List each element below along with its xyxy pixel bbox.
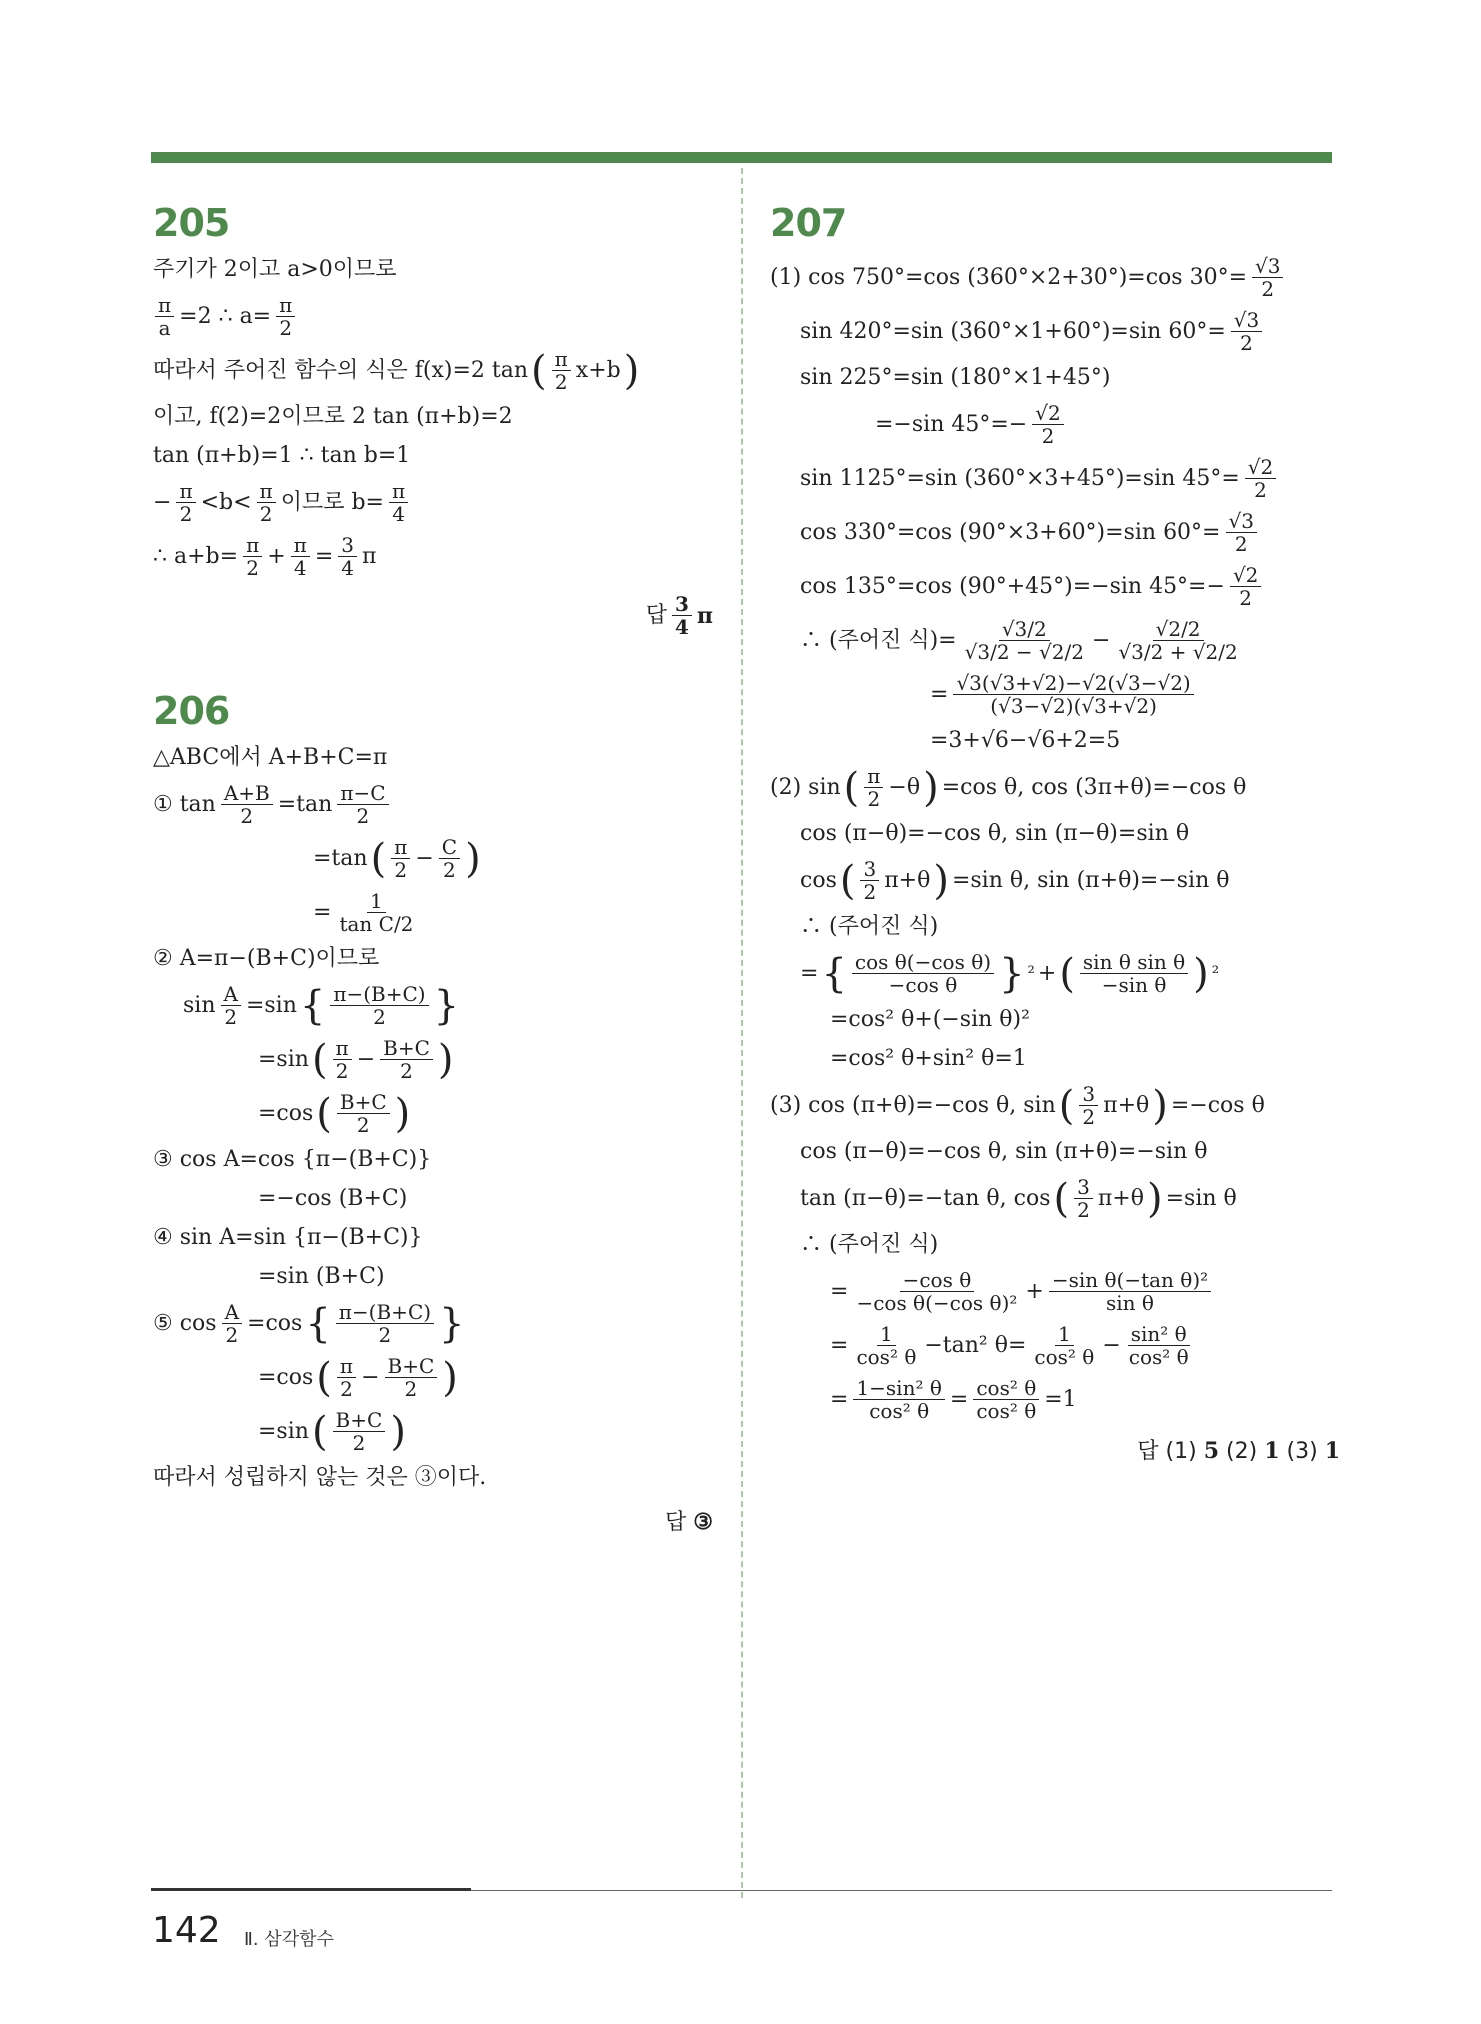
fraction: $\frac{\pi}{2}$ (391, 836, 410, 881)
solution-line: sin 420°=sin (360°×1+60°)=sin 60°= $\frac{√3}{2}$ (770, 309, 1340, 354)
solution-line: =−sin 45°=− $\frac{√2}{2}$ (770, 402, 1340, 447)
fraction: $\frac{\pi}{2}$ (337, 1355, 356, 1400)
solution-line: ① tan $\frac{A+B}{2}$ =tan $\frac{\pi-C}{2}$ (153, 782, 713, 827)
solution-line: = { $\frac{\text{cos θ(−cos θ)}}{\text{−cos θ}}$ } ² + ( $\frac{\text{sin θ sin θ}}{\text{−sin θ}}$ ) ² (800, 950, 1220, 997)
page-number: 142 (152, 1910, 221, 1951)
fraction: $\frac{\pi-(B+C)}{2}$ (330, 983, 428, 1028)
solution-line: =cos ( $\frac{\pi}{2}$ − $\frac{B+C}{2}$ ) (258, 1354, 458, 1401)
fraction: $\frac{√3}{2}$ (1226, 510, 1257, 555)
solution-line: 주기가 2이고 a>0이므로 (153, 257, 397, 282)
solution-line: =sin ( $\frac{B+C}{2}$ ) (258, 1408, 406, 1455)
answer: 답 (1) 5 (2) 1 (3) 1 (1137, 1438, 1340, 1464)
solution-line: tan (π+b)=1 ∴ tan b=1 (153, 443, 411, 468)
answer-value: ③ (693, 1509, 713, 1535)
fraction: $\frac{\pi}{2}$ (552, 348, 571, 393)
fraction: $\frac{√2/2}{√3/2 + √2/2}$ (1118, 617, 1238, 664)
solution-line: =cos² θ+(−sin θ)² (830, 1007, 1030, 1032)
fraction: $\frac{√3/2}{√3/2 - √2/2}$ (964, 617, 1084, 664)
solution-line: sin $\frac{A}{2}$ =sin { $\frac{\pi-(B+C)}{2}$ } (183, 982, 460, 1029)
fraction: $\frac{√3(√3+√2)-√2(√3-√2)}{(√3-√2)(√3+√2)}$ (953, 672, 1193, 717)
fraction: $\frac{B+C}{2}$ (333, 1409, 386, 1454)
solution-line: =−cos (B+C) (258, 1186, 408, 1211)
fraction: $\frac{1}{\text{cos² θ}}$ (1034, 1322, 1095, 1369)
fraction: $\frac{\pi}{2}$ (333, 1037, 352, 1082)
answer-value: 1 (1264, 1438, 1280, 1464)
answer-value: 5 (1203, 1438, 1220, 1464)
solution-line: = $\frac{1}{\text{tan C/2}}$ (153, 890, 713, 935)
right-column (770, 200, 1340, 1467)
solution-line: ∴ (주어진 식) (800, 914, 939, 939)
fraction: $\frac{C}{2}$ (439, 836, 460, 881)
fraction: $\frac{\pi}{2}$ (176, 480, 195, 525)
fraction: $\frac{√3}{2}$ (1231, 309, 1262, 354)
fraction: $\frac{\pi-C}{2}$ (337, 782, 388, 827)
solution-line: $\frac{\pi}{a}$ =2 ∴ a= $\frac{\pi}{2}$ (153, 294, 713, 339)
answer-value: $\frac{3}{4}$ (672, 593, 692, 638)
fraction: $\frac{1}{\text{tan C/2}}$ (339, 889, 414, 936)
fraction: $\frac{A}{2}$ (221, 983, 241, 1028)
solution-line: cos 330°=cos (90°×3+60°)=sin 60°= $\frac{√3}{2}$ (770, 510, 1340, 555)
fraction: $\frac{\pi}{4}$ (291, 534, 310, 579)
fraction: $\frac{√2}{2}$ (1230, 564, 1261, 609)
chapter-title: Ⅱ. 삼각함수 (244, 1929, 334, 1950)
solution-line: ⑤ cos $\frac{A}{2}$ =cos { $\frac{\pi-(B+C)}{2}$ } (153, 1300, 465, 1347)
left-column (153, 200, 713, 1538)
solution-line: tan (π−θ)=−tan θ, cos ( $\frac{3}{2}$ π+θ ) =sin θ (800, 1175, 1237, 1222)
fraction: $\frac{3}{2}$ (860, 858, 879, 903)
solution-line: =cos ( $\frac{B+C}{2}$ ) (258, 1090, 411, 1137)
answer: 답 $\frac{3}{4}$ π (645, 592, 713, 639)
fraction: $\frac{\text{sin θ sin θ}}{\text{−sin θ}}$ (1080, 951, 1188, 996)
fraction: $\frac{\text{1−sin² θ}}{\text{cos² θ}}$ (853, 1377, 944, 1422)
answer: 답 ③ (665, 1509, 713, 1535)
solution-line: △ABC에서 A+B+C=π (153, 745, 388, 770)
problem-number: 205 (153, 201, 230, 245)
fraction: $\frac{\text{cos θ(−cos θ)}}{\text{−cos θ}}$ (852, 951, 994, 996)
problem-number: 206 (153, 689, 230, 733)
solution-line: (1) cos 750°=cos (360°×2+30°)=cos 30°= $\frac{√3}{2}$ (770, 255, 1340, 300)
header-rule (151, 152, 1332, 163)
fraction: $\frac{\pi-(B+C)}{2}$ (336, 1301, 434, 1346)
solution-line: ④ sin A=sin {π−(B+C)} (153, 1225, 423, 1250)
solution-line: − $\frac{\pi}{2}$ <b< $\frac{\pi}{2}$ 이므로 b= $\frac{\pi}{4}$ (153, 480, 713, 525)
solution-line: = $\frac{√3(√3+√2)-√2(√3-√2)}{(√3-√2)(√3+√2)}$ (770, 672, 1340, 717)
answer-value: 1 (1324, 1438, 1340, 1464)
fraction: $\frac{\pi}{2}$ (257, 480, 276, 525)
fraction: $\frac{√3}{2}$ (1252, 255, 1283, 300)
fraction: $\frac{B+C}{2}$ (337, 1091, 390, 1136)
solution-line: = $\frac{\text{−cos θ}}{\text{−cos θ(−cos θ)²}}$ + $\frac{\text{−sin θ(−tan θ)²}}{\text{sin θ}}$ (770, 1269, 1340, 1314)
fraction: $\frac{\pi}{2}$ (864, 765, 883, 810)
solution-line: =cos² θ+sin² θ=1 (830, 1046, 1027, 1071)
problem-206 (153, 688, 713, 1538)
fraction: $\frac{\pi}{2}$ (276, 294, 295, 339)
fraction: $\frac{\text{−cos θ}}{\text{−cos θ(−cos θ)²}}$ (856, 1268, 1018, 1315)
solution-line: (3) cos (π+θ)=−cos θ, sin ( $\frac{3}{2}$ π+θ ) =−cos θ (770, 1082, 1265, 1129)
solution-line: sin 1125°=sin (360°×3+45°)=sin 45°= $\frac{√2}{2}$ (770, 456, 1340, 501)
fraction: $\frac{3}{2}$ (1074, 1176, 1093, 1221)
solution-line: =3+√6−√6+2=5 (930, 728, 1121, 753)
fraction: $\frac{\text{cos² θ}}{\text{cos² θ}}$ (973, 1377, 1039, 1422)
fraction: $\frac{\pi}{a}$ (155, 294, 174, 339)
fraction: $\frac{\pi}{4}$ (389, 480, 408, 525)
problem-207 (770, 200, 1340, 1467)
fraction: $\frac{3}{2}$ (1079, 1083, 1098, 1128)
solution-line: ∴ a+b= $\frac{\pi}{2}$ + $\frac{\pi}{4}$ = $\frac{3}{4}$ π (153, 533, 377, 580)
solution-line: cos 135°=cos (90°+45°)=−sin 45°=− $\frac{√2}{2}$ (770, 564, 1340, 609)
solution-line: ② A=π−(B+C)이므로 (153, 946, 380, 971)
solution-line: =sin ( $\frac{\pi}{2}$ − $\frac{B+C}{2}$ ) (258, 1036, 454, 1083)
fraction: $\frac{√2}{2}$ (1245, 456, 1276, 501)
fraction: $\frac{B+C}{2}$ (385, 1355, 438, 1400)
column-divider (741, 168, 743, 1898)
fraction: $\frac{\text{−sin θ(−tan θ)²}}{\text{sin θ}}$ (1049, 1269, 1211, 1314)
solution-line: = $\frac{\text{1−sin² θ}}{\text{cos² θ}}$ = $\frac{\text{cos² θ}}{\text{cos² θ}}$ =1 (830, 1376, 1077, 1423)
solution-line: cos (π−θ)=−cos θ, sin (π+θ)=−sin θ (800, 1139, 1208, 1164)
problem-number: 207 (770, 201, 847, 245)
solution-line: (2) sin ( $\frac{\pi}{2}$ −θ ) =cos θ, cos (3π+θ)=−cos θ (770, 764, 1247, 811)
fraction: $\frac{√2}{2}$ (1032, 402, 1063, 447)
fraction: $\frac{\pi}{2}$ (243, 534, 262, 579)
footer-rule-accent (151, 1888, 471, 1891)
fraction: $\frac{B+C}{2}$ (380, 1037, 433, 1082)
solution-line: ∴ (주어진 식)= $\frac{√3/2}{√3/2 - √2/2}$ − $\frac{√2/2}{√3/2 + √2/2}$ (770, 618, 1340, 663)
solution-line: =tan ( $\frac{\pi}{2}$ − $\frac{C}{2}$ ) (313, 835, 481, 882)
fraction: $\frac{3}{4}$ (338, 534, 357, 579)
problem-205 (153, 200, 713, 638)
fraction: $\frac{A+B}{2}$ (221, 782, 273, 827)
solution-line: 이고, f(2)=2이므로 2 tan (π+b)=2 (153, 404, 513, 429)
fraction: $\frac{\text{sin² θ}}{\text{cos² θ}}$ (1128, 1322, 1189, 1369)
solution-line: ③ cos A=cos {π−(B+C)} (153, 1147, 432, 1172)
fraction: $\frac{A}{2}$ (222, 1301, 242, 1346)
solution-line: cos ( $\frac{3}{2}$ π+θ ) =sin θ, sin (π+θ)=−sin θ (800, 857, 1230, 904)
solution-line: 따라서 주어진 함수의 식은 f(x)=2 tan ( $\frac{\pi}{2}$ x+b ) (153, 347, 640, 394)
solution-line: 따라서 성립하지 않는 것은 ③이다. (153, 1465, 487, 1490)
solution-line: ∴ (주어진 식) (800, 1232, 939, 1257)
solution-line: =sin (B+C) (258, 1264, 385, 1289)
solution-line: = $\frac{1}{\text{cos² θ}}$ −tan² θ= $\frac{1}{\text{cos² θ}}$ − $\frac{\text{sin² θ}}{\text{cos² θ}}$ (770, 1323, 1340, 1368)
solution-line: cos (π−θ)=−cos θ, sin (π−θ)=sin θ (800, 821, 1190, 846)
fraction: $\frac{1}{\text{cos² θ}}$ (856, 1322, 917, 1369)
solution-line: sin 225°=sin (180°×1+45°) (800, 365, 1111, 390)
